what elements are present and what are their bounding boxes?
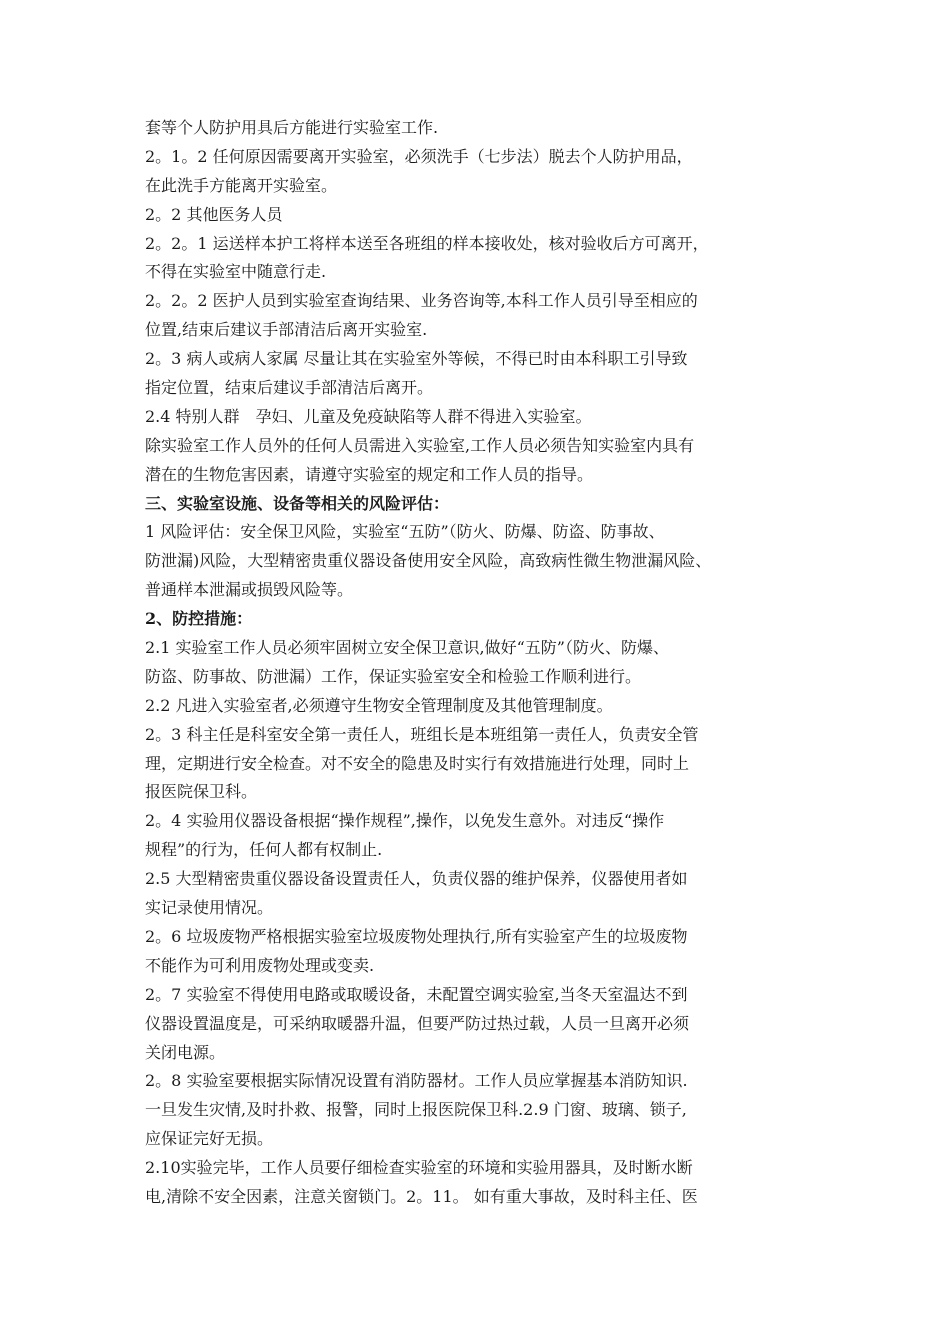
text-line: 应保证完好无损。 bbox=[145, 1129, 274, 1149]
text-line: 一旦发生灾情,及时扑救、报警，同时上报医院保卫科.2.9 门窗、玻璃、锁子, bbox=[145, 1100, 687, 1120]
text-line: 2.4 特别人群 孕妇、儿童及免疫缺陷等人群不得进入实验室。 bbox=[145, 406, 592, 426]
section-heading-line: 三、实验室设施、设备等相关的风险评估： bbox=[145, 493, 450, 513]
text-line: 不得在实验室中随意行走. bbox=[145, 262, 327, 282]
text-line: 2.2 凡进入实验室者,必须遵守生物安全管理制度及其他管理制度。 bbox=[145, 695, 613, 715]
text-line: 2.1 实验室工作人员必须牢固树立安全保卫意识,做好“五防”（防火、防爆、 bbox=[145, 638, 669, 658]
text-line: 位置,结束后建议手部清洁后离开实验室. bbox=[145, 320, 428, 340]
text-line: 关闭电源。 bbox=[145, 1042, 226, 1062]
text-line: 电,清除不安全因素，注意关窗锁门。2。11。 如有重大事故，及时科主任、医 bbox=[145, 1186, 698, 1206]
text-line: 防泄漏)风险，大型精密贵重仪器设备使用安全风险，高致病性微生物泄漏风险、 bbox=[145, 551, 712, 571]
text-line: 2。7 实验室不得使用电路或取暖设备，未配置空调实验室,当冬天室温达不到 bbox=[145, 984, 688, 1004]
text-line: 实记录使用情况。 bbox=[145, 898, 274, 918]
text-line: 潜在的生物危害因素，请遵守实验室的规定和工作人员的指导。 bbox=[145, 464, 594, 484]
text-line: 2。2。1 运送样本护工将样本送至各班组的样本接收处，核对验收后方可离开， bbox=[145, 233, 709, 253]
text-line: 2。1。2 任何原因需要离开实验室，必须洗手（七步法）脱去个人防护用品， bbox=[145, 146, 693, 166]
text-line: 报医院保卫科。 bbox=[145, 782, 258, 802]
text-line: 2.5 大型精密贵重仪器设备设置责任人，负责仪器的维护保养，仪器使用者如 bbox=[145, 869, 688, 889]
text-line: 指定位置，结束后建议手部清洁后离开。 bbox=[145, 378, 434, 398]
text-line: 理，定期进行安全检查。对不安全的隐患及时实行有效措施进行处理，同时上 bbox=[145, 753, 690, 773]
section-heading-line: 2、防控措施： bbox=[145, 609, 253, 629]
text-line: 防盗、防事故、防泄漏）工作，保证实验室安全和检验工作顺利进行。 bbox=[145, 666, 642, 686]
text-line: 套等个人防护用具后方能进行实验室工作. bbox=[145, 118, 439, 137]
text-line: 在此洗手方能离开实验室。 bbox=[145, 175, 338, 195]
text-line: 2。3 病人或病人家属 尽量让其在实验室外等候，不得已时由本科职工引导致 bbox=[145, 349, 688, 369]
text-line: 2。2 其他医务人员 bbox=[145, 204, 283, 224]
document-body bbox=[145, 114, 825, 1212]
text-line: 2.10实验完毕，工作人员要仔细检查实验室的环境和实验用器具，及时断水断 bbox=[145, 1158, 693, 1178]
text-line: 普通样本泄漏或损毁风险等。 bbox=[145, 580, 354, 600]
text-line: 除实验室工作人员外的任何人员需进入实验室,工作人员必须告知实验室内具有 bbox=[145, 435, 695, 455]
text-line: 仪器设置温度是，可采纳取暖器升温，但要严防过热过载，人员一旦离开必须 bbox=[145, 1013, 690, 1033]
text-line: 不能作为可利用废物处理或变卖. bbox=[145, 955, 375, 975]
text-line: 1 风险评估：安全保卫风险，实验室“五防”（防火、防爆、防盗、防事故、 bbox=[145, 522, 665, 542]
text-line: 2。6 垃圾废物严格根据实验室垃圾废物处理执行,所有实验室产生的垃圾废物 bbox=[145, 926, 688, 946]
text-line: 2。8 实验室要根据实际情况设置有消防器材。工作人员应掌握基本消防知识. bbox=[145, 1071, 688, 1091]
text-line: 2。3 科主任是科室安全第一责任人，班组长是本班组第一责任人，负责安全管 bbox=[145, 724, 699, 744]
text-line: 2。2。2 医护人员到实验室查询结果、业务咨询等,本科工作人员引导至相应的 bbox=[145, 291, 698, 311]
text-line: 规程”的行为，任何人都有权制止. bbox=[145, 840, 383, 860]
text-line: 2。4 实验用仪器设备根据“操作规程”,操作，以免发生意外。对违反“操作 bbox=[145, 811, 665, 831]
